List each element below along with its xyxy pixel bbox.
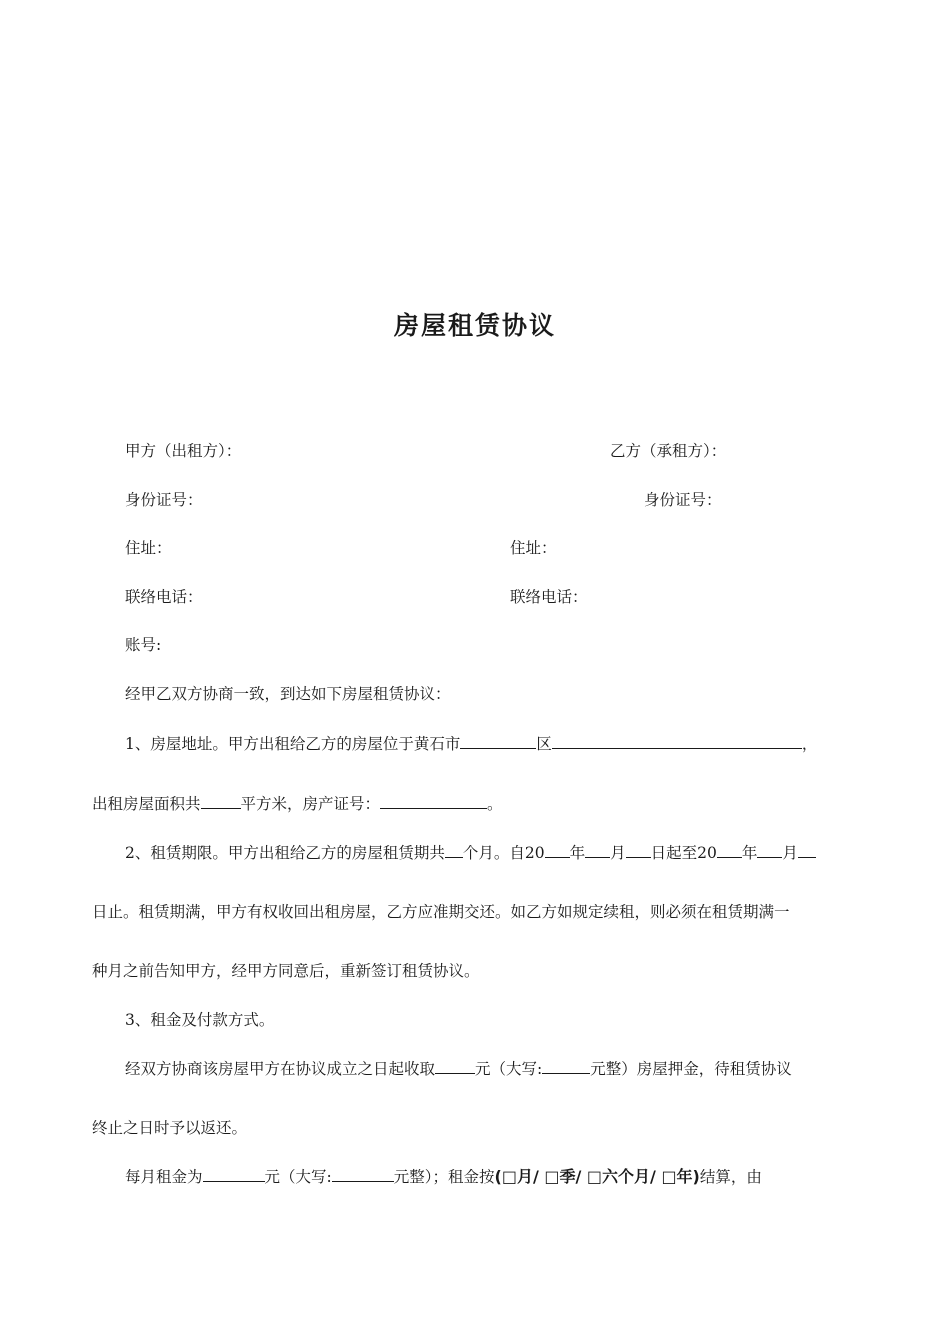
clause-2-line-2: 日止。租赁期满，甲方有权收回出租房屋，乙方应准期交还。如乙方如规定续租，则必须在租赁期满一 xyxy=(92,903,790,921)
rent-text-d: 租金按 xyxy=(448,1168,495,1186)
start-day-blank[interactable] xyxy=(626,842,651,858)
property-cert-blank[interactable] xyxy=(380,793,487,809)
rent-blank[interactable] xyxy=(203,1166,265,1182)
clause-3-text-b: 元（大写: xyxy=(475,1060,543,1078)
months-blank[interactable] xyxy=(445,842,463,858)
page-title: 房屋租赁协议 xyxy=(393,311,556,340)
end-year-blank[interactable] xyxy=(717,842,742,858)
phone-label-b: 联络电话： xyxy=(510,588,588,606)
clause-2-text-c: 年 xyxy=(569,844,586,862)
party-a-label: 甲方（出租方）： xyxy=(125,442,242,460)
rent-text-a: 每月租金为 xyxy=(125,1168,203,1186)
clause-1-line-1 xyxy=(125,733,817,754)
intro-text: 经甲乙双方协商一致，到达如下房屋租赁协议： xyxy=(125,685,451,703)
end-month-blank[interactable] xyxy=(757,842,782,858)
clause-3-line-1 xyxy=(125,1058,792,1079)
clause-3-text-a: 经双方协商该房屋甲方在协议成立之日起收取 xyxy=(125,1060,436,1078)
rent-text-c: 元整）； xyxy=(393,1168,449,1186)
clause-2-text-b: 个月。自20 xyxy=(462,844,545,862)
clause-2-text-d: 月 xyxy=(610,844,626,862)
address-label-a: 住址： xyxy=(125,539,172,557)
id-label-a: 身份证号： xyxy=(125,491,203,509)
clause-1-text-c: ， xyxy=(801,735,818,753)
account-label: 账号: xyxy=(125,636,162,654)
clause-1-line-2 xyxy=(92,793,503,814)
rent-text-b: 元（大写: xyxy=(264,1168,332,1186)
deposit-words-blank[interactable] xyxy=(542,1058,590,1074)
area-blank[interactable] xyxy=(201,793,241,809)
district-blank[interactable] xyxy=(460,733,536,749)
clause-3-line-2: 终止之日时予以返还。 xyxy=(92,1119,248,1137)
end-day-blank[interactable] xyxy=(798,842,816,858)
party-b-label: 乙方（承租方）： xyxy=(610,442,727,460)
phone-label-a: 联络电话： xyxy=(125,588,203,606)
clause-2-text-f: 年 xyxy=(741,844,758,862)
rent-text-f: 结算，由 xyxy=(699,1168,762,1186)
clause-1-text-d: 出租房屋面积共 xyxy=(92,795,201,813)
clause-1-text-a: 1、房屋地址。甲方出租给乙方的房屋位于黄石市 xyxy=(125,735,461,753)
deposit-blank[interactable] xyxy=(435,1058,475,1074)
clause-3-text-c: 元整）房屋押金，待租赁协议 xyxy=(590,1060,792,1078)
id-label-b: 身份证号： xyxy=(644,491,722,509)
clause-1-text-e: 平方米，房产证号： xyxy=(240,795,381,813)
start-year-blank[interactable] xyxy=(545,842,570,858)
clause-3-heading: 3、租金及付款方式。 xyxy=(125,1011,275,1029)
clause-1-text-b: 区 xyxy=(536,735,552,753)
clause-2-text-e: 日起至20 xyxy=(650,844,717,862)
rent-line xyxy=(125,1166,762,1187)
address-blank[interactable] xyxy=(552,733,802,749)
settlement-options[interactable]: (□月/ □季/ □六个月/ □年) xyxy=(494,1167,700,1186)
rent-words-blank[interactable] xyxy=(332,1166,394,1182)
clause-2-line-1 xyxy=(125,842,816,863)
clause-2-text-a: 2、租赁期限。甲方出租给乙方的房屋租赁期共 xyxy=(125,844,445,862)
address-label-b: 住址： xyxy=(510,539,557,557)
clause-2-line-3: 种月之前告知甲方，经甲方同意后，重新签订租赁协议。 xyxy=(92,962,480,980)
clause-1-text-f: 。 xyxy=(487,795,503,813)
start-month-blank[interactable] xyxy=(585,842,610,858)
clause-2-text-g: 月 xyxy=(782,844,798,862)
